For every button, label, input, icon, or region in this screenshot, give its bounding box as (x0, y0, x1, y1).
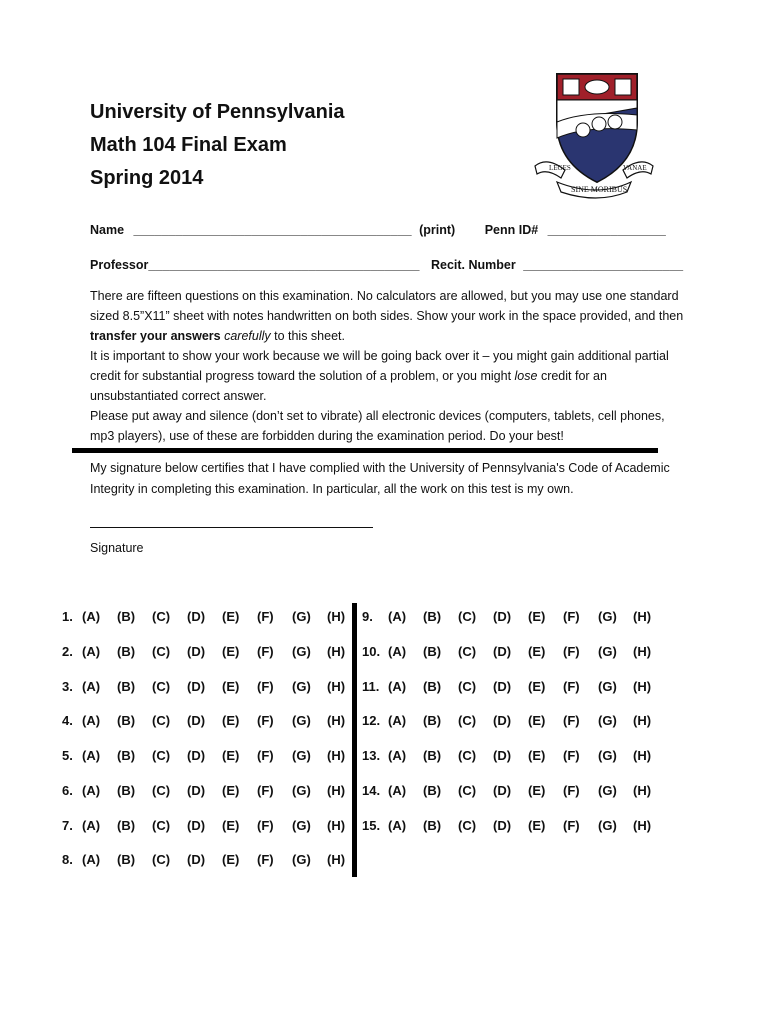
answer-option-c[interactable]: (C) (458, 609, 477, 624)
answer-option-b[interactable]: (B) (117, 609, 136, 624)
answer-option-e[interactable]: (E) (528, 748, 546, 763)
answer-option-b[interactable]: (B) (423, 609, 442, 624)
answer-option-f[interactable]: (F) (257, 713, 274, 728)
answer-option-g[interactable]: (G) (292, 783, 311, 798)
answer-option-a[interactable]: (A) (82, 713, 101, 728)
answer-option-d[interactable]: (D) (493, 679, 512, 694)
question-number: 5. (62, 748, 73, 763)
answer-option-f[interactable]: (F) (257, 679, 274, 694)
answer-option-c[interactable]: (C) (152, 852, 171, 867)
answer-option-a[interactable]: (A) (388, 679, 407, 694)
answer-option-e[interactable]: (E) (222, 748, 240, 763)
answer-option-g[interactable]: (G) (292, 818, 311, 833)
signature-label: Signature (90, 541, 144, 555)
answer-option-e[interactable]: (E) (528, 679, 546, 694)
answer-option-c[interactable]: (C) (152, 818, 171, 833)
answer-option-f[interactable]: (F) (257, 609, 274, 624)
instructions-paragraph-1: There are fifteen questions on this examination. No calculators are allowed, but you may use one standard sized 8.5”X11” sheet with notes handwritten on both sides. Show your work in the space provided, and then transfer your answers carefully to this sheet. (90, 289, 684, 343)
answer-option-c[interactable]: (C) (152, 609, 171, 624)
answer-option-d[interactable]: (D) (187, 679, 206, 694)
answer-option-c[interactable]: (C) (458, 783, 477, 798)
answer-option-c[interactable]: (C) (458, 679, 477, 694)
crest-ribbon-left-text: LEGES (549, 164, 571, 172)
question-number: 4. (62, 713, 73, 728)
answer-option-h[interactable]: (H) (633, 818, 652, 833)
answer-option-h[interactable]: (H) (327, 713, 346, 728)
answer-option-h[interactable]: (H) (633, 748, 652, 763)
crest-motto-text: SINE MORIBUS (571, 185, 628, 194)
answer-option-e[interactable]: (E) (222, 609, 240, 624)
question-number: 8. (62, 852, 73, 867)
instructions-paragraph-2: It is important to show your work because we will be going back over it – you might gain additional partial credit for substantial progress toward the solution of a problem, or you might lose credit for an unsubstantiated correct answer. (90, 349, 669, 403)
answer-option-h[interactable]: (H) (633, 644, 652, 659)
answer-option-c[interactable]: (C) (458, 644, 477, 659)
answer-option-c[interactable]: (C) (152, 679, 171, 694)
answer-option-f[interactable]: (F) (257, 748, 274, 763)
professor-row (90, 258, 683, 272)
answer-option-d[interactable]: (D) (187, 609, 206, 624)
answer-option-h[interactable]: (H) (327, 852, 346, 867)
answer-option-g[interactable]: (G) (598, 609, 617, 624)
answer-option-g[interactable]: (G) (598, 713, 617, 728)
answer-option-d[interactable]: (D) (187, 644, 206, 659)
answer-option-f[interactable]: (F) (257, 818, 274, 833)
answer-option-a[interactable]: (A) (82, 679, 101, 694)
answer-option-d[interactable]: (D) (187, 818, 206, 833)
question-number: 12. (362, 713, 381, 728)
answer-option-e[interactable]: (E) (222, 679, 240, 694)
answer-option-a[interactable]: (A) (388, 609, 407, 624)
answer-option-b[interactable]: (B) (423, 748, 442, 763)
question-number: 13. (362, 748, 381, 763)
answer-option-b[interactable]: (B) (423, 818, 442, 833)
answer-option-d[interactable]: (D) (493, 609, 512, 624)
answer-option-d[interactable]: (D) (493, 713, 512, 728)
answer-option-c[interactable]: (C) (152, 748, 171, 763)
answer-option-f[interactable]: (F) (257, 783, 274, 798)
answer-option-f[interactable]: (F) (563, 644, 580, 659)
question-number: 15. (362, 818, 381, 833)
answer-option-b[interactable]: (B) (117, 818, 136, 833)
answer-column-divider (352, 603, 357, 877)
answer-option-d[interactable]: (D) (187, 852, 206, 867)
answer-option-h[interactable]: (H) (327, 748, 346, 763)
answer-option-g[interactable]: (G) (292, 609, 311, 624)
pennid-label: Penn ID# (484, 223, 539, 237)
name-field[interactable]: ________________________________________ (133, 223, 412, 237)
answer-option-a[interactable]: (A) (388, 783, 407, 798)
answer-option-b[interactable]: (B) (117, 748, 136, 763)
title-term: Spring 2014 (90, 167, 204, 189)
answer-option-c[interactable]: (C) (152, 713, 171, 728)
answer-option-h[interactable]: (H) (633, 679, 652, 694)
answer-option-e[interactable]: (E) (222, 818, 240, 833)
answer-option-c[interactable]: (C) (152, 644, 171, 659)
answer-option-d[interactable]: (D) (493, 748, 512, 763)
answer-option-h[interactable]: (H) (327, 818, 346, 833)
answer-option-f[interactable]: (F) (563, 609, 580, 624)
answer-option-b[interactable]: (B) (423, 783, 442, 798)
question-number: 11. (362, 679, 380, 694)
answer-option-g[interactable]: (G) (598, 644, 617, 659)
question-number: 7. (62, 818, 73, 833)
answer-option-e[interactable]: (E) (528, 609, 546, 624)
answer-option-a[interactable]: (A) (82, 609, 101, 624)
professor-label: Professor (90, 258, 149, 272)
title-university: University of Pennsylvania (90, 101, 345, 123)
answer-option-a[interactable]: (A) (388, 748, 407, 763)
integrity-certification: My signature below certifies that I have complied with the University of Pennsylvania's Code of Academic Integrity in completing this examination. In particular, all the work on this test is my own. (90, 461, 670, 496)
answer-option-g[interactable]: (G) (292, 679, 311, 694)
recit-label: Recit. Number (430, 258, 516, 272)
answer-option-d[interactable]: (D) (187, 783, 206, 798)
answer-option-e[interactable]: (E) (222, 783, 240, 798)
pennid-field[interactable]: _________________ (547, 223, 666, 237)
answer-option-g[interactable]: (G) (292, 644, 311, 659)
answer-option-h[interactable]: (H) (327, 644, 346, 659)
answer-option-f[interactable]: (F) (563, 783, 580, 798)
question-number: 2. (62, 644, 73, 659)
crest-ribbon-right-text: VANAE (623, 164, 647, 172)
question-number: 14. (362, 783, 381, 798)
name-row (90, 223, 666, 237)
answer-option-h[interactable]: (H) (633, 713, 652, 728)
answer-option-a[interactable]: (A) (388, 818, 407, 833)
answer-option-g[interactable]: (G) (292, 748, 311, 763)
answer-option-e[interactable]: (E) (222, 852, 240, 867)
answer-option-b[interactable]: (B) (117, 644, 136, 659)
answer-option-c[interactable]: (C) (458, 748, 477, 763)
question-number: 1. (62, 609, 73, 624)
answer-option-b[interactable]: (B) (423, 644, 442, 659)
professor-field[interactable]: _______________________________________ (148, 258, 420, 272)
question-number: 10. (362, 644, 381, 659)
answer-option-a[interactable]: (A) (82, 748, 101, 763)
university-crest-logo (527, 70, 661, 200)
answer-option-a[interactable]: (A) (82, 818, 101, 833)
answer-option-c[interactable]: (C) (458, 818, 477, 833)
answer-option-b[interactable]: (B) (117, 852, 136, 867)
answer-option-b[interactable]: (B) (117, 783, 136, 798)
answer-option-f[interactable]: (F) (563, 679, 580, 694)
answer-option-h[interactable]: (H) (327, 783, 346, 798)
answer-option-b[interactable]: (B) (117, 713, 136, 728)
answer-option-g[interactable]: (G) (598, 679, 617, 694)
answer-option-g[interactable]: (G) (598, 783, 617, 798)
answer-option-g[interactable]: (G) (598, 748, 617, 763)
name-label: Name (90, 223, 125, 237)
answer-option-g[interactable]: (G) (292, 852, 311, 867)
answer-option-h[interactable]: (H) (327, 679, 346, 694)
answer-option-h[interactable]: (H) (327, 609, 346, 624)
answer-option-e[interactable]: (E) (528, 783, 546, 798)
instructions (90, 286, 690, 446)
signature-field[interactable] (90, 527, 373, 528)
answer-option-e[interactable]: (E) (528, 818, 546, 833)
question-number: 6. (62, 783, 73, 798)
title-course: Math 104 Final Exam (90, 134, 287, 156)
answer-option-d[interactable]: (D) (493, 644, 512, 659)
answer-option-f[interactable]: (F) (563, 818, 580, 833)
answer-option-d[interactable]: (D) (493, 783, 512, 798)
answer-option-a[interactable]: (A) (82, 852, 101, 867)
answer-option-d[interactable]: (D) (187, 713, 206, 728)
section-divider (72, 448, 658, 453)
answer-option-a[interactable]: (A) (388, 713, 407, 728)
answer-option-a[interactable]: (A) (82, 644, 101, 659)
answer-option-f[interactable]: (F) (257, 852, 274, 867)
answer-option-f[interactable]: (F) (257, 644, 274, 659)
answer-option-e[interactable]: (E) (528, 713, 546, 728)
answer-option-a[interactable]: (A) (388, 644, 407, 659)
question-number: 3. (62, 679, 73, 694)
answer-option-d[interactable]: (D) (187, 748, 206, 763)
answer-option-h[interactable]: (H) (633, 609, 652, 624)
answer-option-b[interactable]: (B) (117, 679, 136, 694)
recit-field[interactable]: _______________________ (523, 258, 684, 272)
answer-option-e[interactable]: (E) (528, 644, 546, 659)
answer-option-f[interactable]: (F) (563, 748, 580, 763)
answer-option-d[interactable]: (D) (493, 818, 512, 833)
answer-option-e[interactable]: (E) (222, 713, 240, 728)
answer-option-g[interactable]: (G) (598, 818, 617, 833)
question-number: 9. (362, 609, 373, 624)
answer-option-c[interactable]: (C) (458, 713, 477, 728)
instructions-paragraph-3: Please put away and silence (don’t set to vibrate) all electronic devices (computers, tablets, cell phones, mp3 players), use of these are forbidden during the examination period. Do your best! (90, 409, 665, 443)
answer-option-b[interactable]: (B) (423, 679, 442, 694)
answer-option-g[interactable]: (G) (292, 713, 311, 728)
answer-option-f[interactable]: (F) (563, 713, 580, 728)
answer-option-c[interactable]: (C) (152, 783, 171, 798)
answer-option-b[interactable]: (B) (423, 713, 442, 728)
print-label: (print) (419, 223, 456, 237)
answer-option-e[interactable]: (E) (222, 644, 240, 659)
answer-option-a[interactable]: (A) (82, 783, 101, 798)
answer-option-h[interactable]: (H) (633, 783, 652, 798)
exam-title (90, 96, 345, 195)
